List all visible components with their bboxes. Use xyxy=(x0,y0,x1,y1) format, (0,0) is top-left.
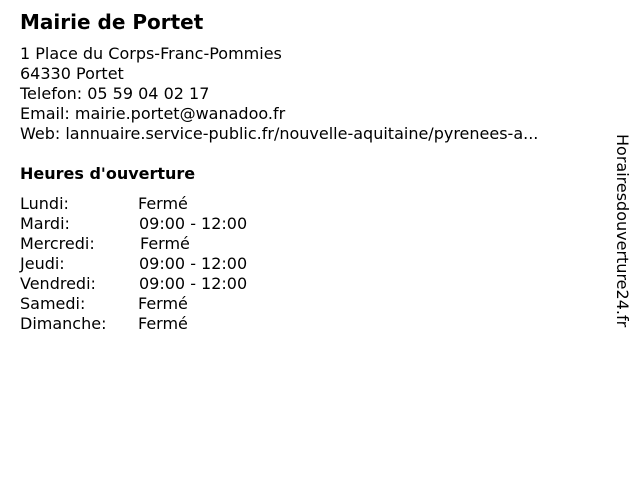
email-address: Email: mairie.portet@wanadoo.fr xyxy=(20,104,286,123)
day-label: Dimanche: xyxy=(20,314,107,333)
day-label: Mercredi: xyxy=(20,234,95,253)
day-hours: Fermé xyxy=(138,294,188,313)
phone-number: Telefon: 05 59 04 02 17 xyxy=(20,84,210,103)
day-hours: 09:00 - 12:00 xyxy=(139,254,248,273)
day-label: Lundi: xyxy=(20,194,69,213)
address-block xyxy=(20,44,538,144)
website-url: Web: lannuaire.service-public.fr/nouvelle-aquitaine/pyrenees-a... xyxy=(20,124,539,143)
street-address: 1 Place du Corps-Franc-Pommies xyxy=(20,44,282,63)
day-hours: Fermé xyxy=(138,314,188,333)
site-brand-vertical: Horairesdouverture24.fr xyxy=(613,134,632,328)
day-label: Vendredi: xyxy=(20,274,96,293)
day-label: Samedi: xyxy=(20,294,86,313)
day-hours: Fermé xyxy=(140,234,190,253)
opening-hours-heading: Heures d'ouverture xyxy=(20,164,196,183)
postal-city: 64330 Portet xyxy=(20,64,124,83)
day-hours: 09:00 - 12:00 xyxy=(139,274,248,293)
day-label: Jeudi: xyxy=(20,254,65,273)
day-hours: 09:00 - 12:00 xyxy=(139,214,248,233)
day-label: Mardi: xyxy=(20,214,70,233)
page-title: Mairie de Portet xyxy=(20,10,204,34)
day-hours: Fermé xyxy=(138,194,188,213)
